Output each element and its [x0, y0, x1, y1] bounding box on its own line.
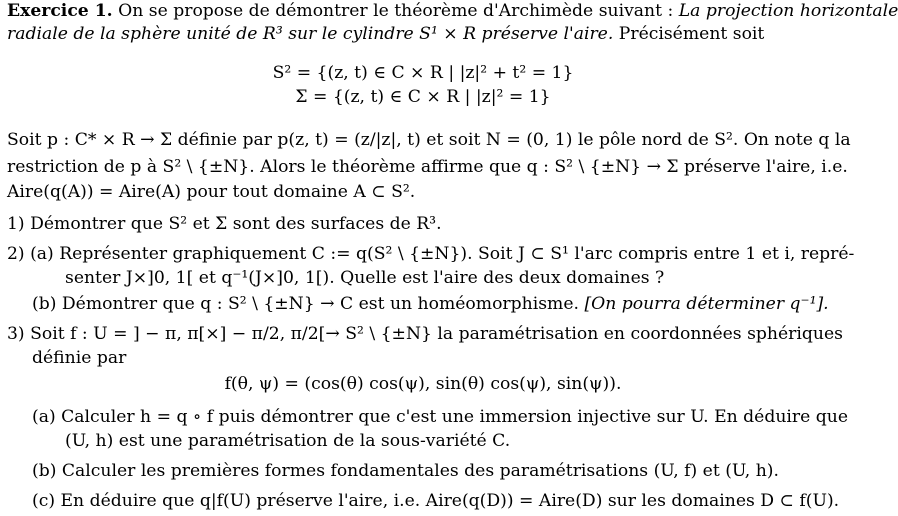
theorem-statement-part-1: La projection horizontale — [678, 1, 898, 21]
question-2a-line-1: 2) (a) Représenter graphiquement C := q(S² \ {±N}). Soit J ⊂ S¹ l'arc compris entre 1 et i, repré- — [7, 244, 855, 264]
theorem-statement-part-2: radiale de la sphère unité de R³ sur le cylindre S¹ × R préserve l'aire. — [7, 24, 614, 44]
question-3-line-2: définie par — [32, 348, 127, 368]
paragraph-line-3: Aire(q(A)) = Aire(A) pour tout domaine A ⊂ S². — [7, 182, 416, 202]
question-3-line-1: 3) Soit f : U = ] − π, π[×] − π/2, π/2[→ S² \ {±N} la paramétrisation en coordonnées sphériques — [7, 324, 843, 344]
paragraph-line-1: Soit p : C* × R → Σ définie par p(z, t) = (z/|z|, t) et soit N = (0, 1) le pôle nord de S². On note q la — [7, 130, 851, 150]
question-2b-text: (b) Démontrer que q : S² \ {±N} → C est un homéomorphisme. — [32, 294, 585, 314]
exercise-intro-line-1 — [7, 0, 898, 23]
question-3b: (b) Calculer les premières formes fondamentales des paramétrisations (U, f) et (U, h). — [32, 461, 779, 481]
intro-tail: Précisément soit — [613, 24, 765, 44]
question-2b — [32, 293, 838, 316]
equation-parametrisation: f(θ, ψ) = (cos(θ) cos(ψ), sin(θ) cos(ψ), sin(ψ)). — [224, 374, 622, 394]
exercise-title: Exercice 1. — [7, 1, 113, 21]
question-1: 1) Démontrer que S² et Σ sont des surfaces de R³. — [7, 214, 442, 234]
paragraph-line-2: restriction de p à S² \ {±N}. Alors le théorème affirme que q : S² \ {±N} → Σ préserve l'aire, i.e. — [7, 157, 848, 177]
question-2a-line-2: senter J×]0, 1[ et q⁻¹(J×]0, 1[). Quelle est l'aire des deux domaines ? — [65, 268, 665, 288]
equation-sphere: S² = {(z, t) ∈ C × R | |z|² + t² = 1} — [272, 63, 574, 83]
question-3a-line-2: (U, h) est une paramétrisation de la sous-variété C. — [65, 431, 511, 451]
question-2b-hint: [On pourra déterminer q⁻¹]. — [584, 294, 829, 314]
question-3a-line-1: (a) Calculer h = q ∘ f puis démontrer que c'est une immersion injective sur U. En déduire que — [32, 407, 848, 427]
exercise-intro-line-2 — [7, 23, 838, 46]
equation-cylinder: Σ = {(z, t) ∈ C × R | |z|² = 1} — [295, 87, 551, 107]
question-3c: (c) En déduire que q|f(U) préserve l'aire, i.e. Aire(q(D)) = Aire(D) sur les domaines D ⊂ f(U). — [32, 491, 840, 511]
intro-text: On se propose de démontrer le théorème d'Archimède suivant : — [118, 1, 679, 21]
